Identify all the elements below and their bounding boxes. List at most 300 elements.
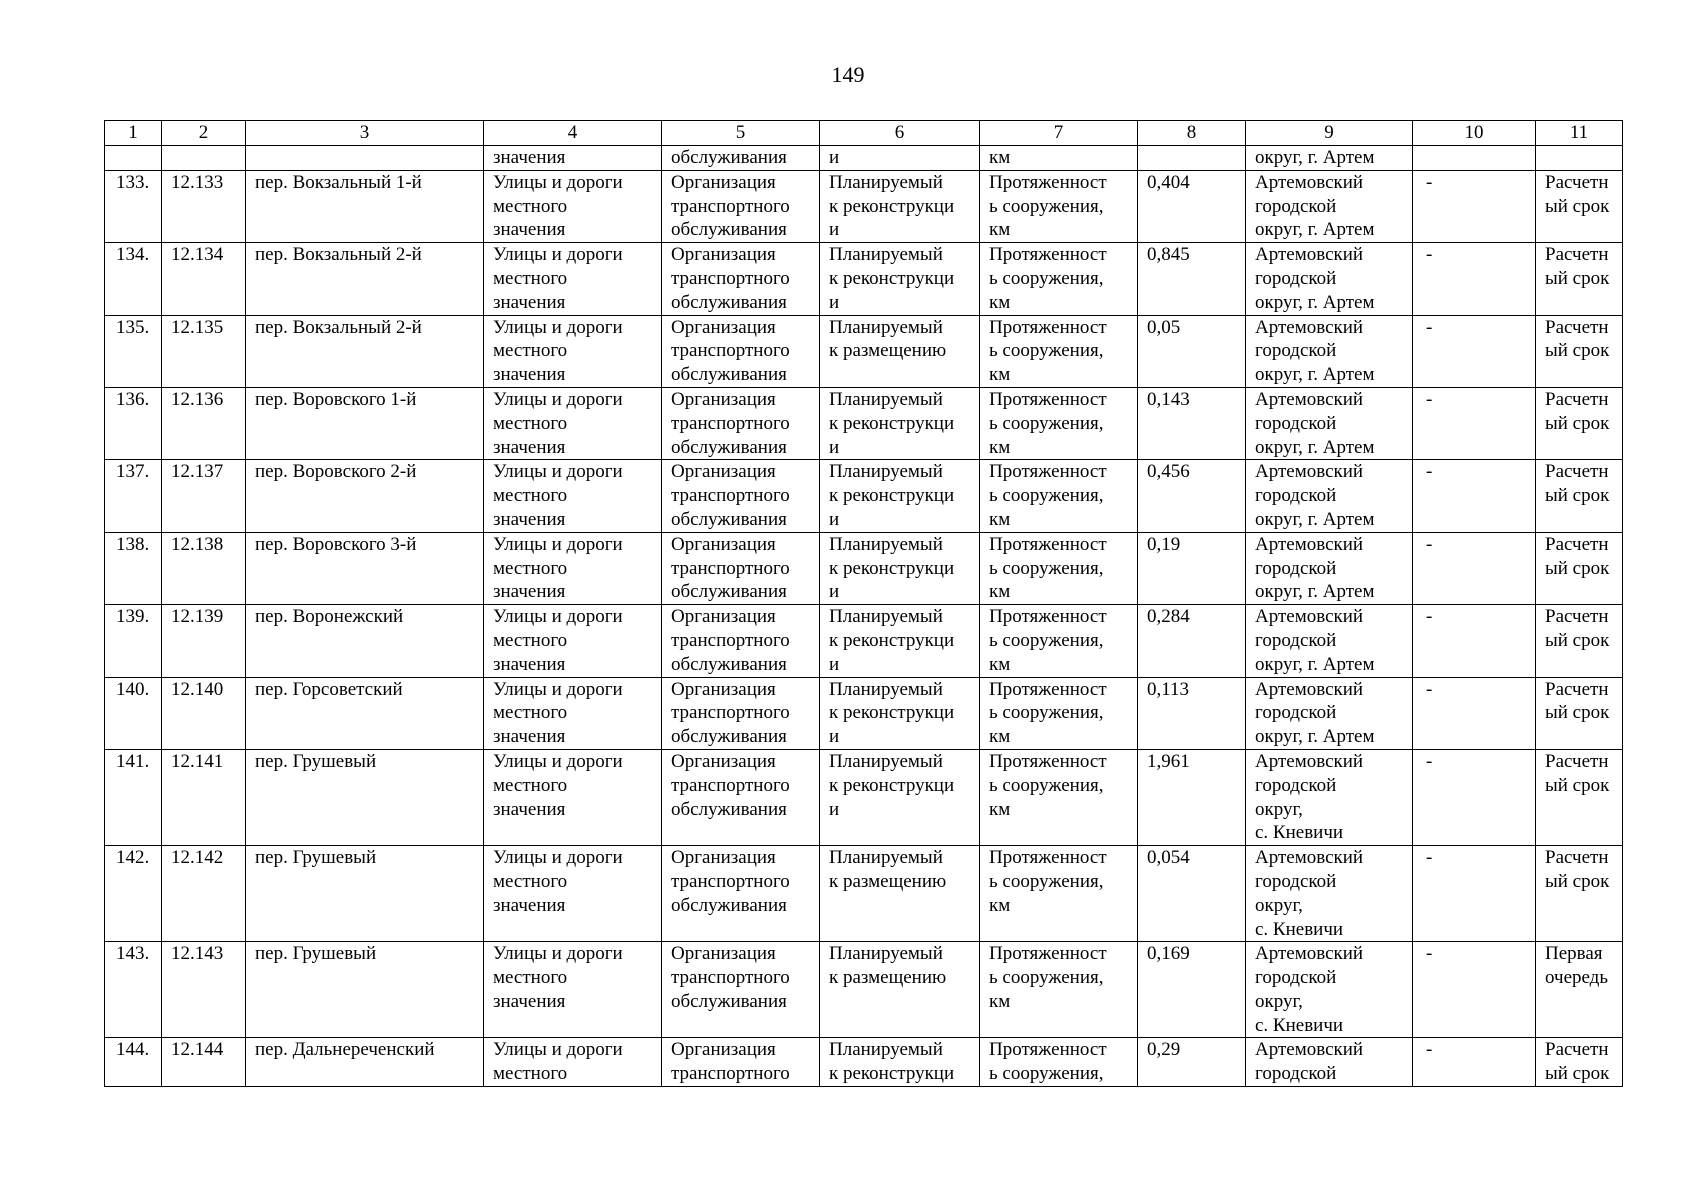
- object-status-cell-line: и: [829, 726, 840, 748]
- object-purpose-cell-line: транспортного: [671, 967, 790, 989]
- row-number-cell: 136.: [105, 387, 162, 459]
- characteristic-name-cell-line: ь сооружения,: [989, 702, 1104, 724]
- zone-cell: -: [1413, 387, 1536, 459]
- location-cell-line: округ, г. Артем: [1255, 726, 1375, 748]
- location-cell-line: Артемовский: [1255, 316, 1364, 338]
- term-cell-line: ый срок: [1545, 195, 1610, 217]
- object-type-cell: [484, 605, 662, 677]
- term-cell-line: Расчетн: [1545, 171, 1609, 193]
- object-status-cell-line: к реконструкци: [829, 557, 955, 579]
- object-type-cell: [484, 460, 662, 532]
- row-number-cell: 144.: [105, 1038, 162, 1087]
- object-purpose-cell-line: Организация: [671, 316, 776, 338]
- object-purpose-cell: [662, 387, 820, 459]
- location-cell-line: городской: [1255, 340, 1337, 362]
- object-purpose-cell-line: Организация: [671, 678, 776, 700]
- object-type-cell-line: значения: [493, 291, 566, 313]
- object-purpose-cell-line: обслуживания: [671, 798, 787, 820]
- column-number: 5: [662, 121, 820, 146]
- object-status-cell-line: и: [829, 653, 840, 675]
- object-type-cell: [484, 942, 662, 1038]
- object-type-cell-line: значения: [493, 508, 566, 530]
- term-cell: [1536, 749, 1623, 845]
- object-type-cell-line: местного: [493, 967, 568, 989]
- zone-cell: -: [1413, 460, 1536, 532]
- object-status-cell: [820, 677, 980, 749]
- characteristic-name-cell-line: км: [989, 291, 1011, 313]
- term-cell-line: Расчетн: [1545, 388, 1609, 410]
- object-purpose-cell-line: Организация: [671, 171, 776, 193]
- object-purpose-cell-line: транспортного: [671, 870, 790, 892]
- term-cell-line: Расчетн: [1545, 533, 1609, 555]
- characteristic-name-cell-line: Протяженност: [989, 461, 1107, 483]
- characteristic-value-cell: 0,456: [1138, 460, 1246, 532]
- object-status-cell-line: Планируемый: [829, 316, 943, 338]
- term-cell-line: Расчетн: [1545, 461, 1609, 483]
- object-code-cell: 12.133: [162, 170, 246, 242]
- location-cell-line: Артемовский: [1255, 678, 1364, 700]
- location-cell-line: городской: [1255, 870, 1337, 892]
- location-cell-line: Артемовский: [1255, 388, 1364, 410]
- continuation-cell: [246, 146, 484, 171]
- table-row: [105, 1038, 1623, 1087]
- object-name-cell: пер. Грушевый: [246, 749, 484, 845]
- characteristic-value-cell: 0,143: [1138, 387, 1246, 459]
- object-code-cell: 12.136: [162, 387, 246, 459]
- object-status-cell: [820, 315, 980, 387]
- characteristic-value-cell: 0,054: [1138, 846, 1246, 942]
- characteristic-name-cell-line: км: [989, 219, 1011, 241]
- object-purpose-cell: [662, 532, 820, 604]
- object-type-cell: [484, 387, 662, 459]
- object-purpose-cell-line: обслуживания: [671, 508, 787, 530]
- table-row: [105, 460, 1623, 532]
- object-code-cell: 12.140: [162, 677, 246, 749]
- object-status-cell: [820, 605, 980, 677]
- characteristic-name-cell-line: км: [989, 894, 1011, 916]
- location-cell: [1246, 846, 1413, 942]
- object-name-cell: пер. Вокзальный 1-й: [246, 170, 484, 242]
- column-number-row: [105, 121, 1623, 146]
- characteristic-name-cell-line: Протяженност: [989, 943, 1107, 965]
- object-status-cell-line: и: [829, 798, 840, 820]
- object-type-cell-line: местного: [493, 412, 568, 434]
- object-status-cell: [820, 1038, 980, 1087]
- object-type-cell: [484, 846, 662, 942]
- object-type-cell-line: значения: [493, 894, 566, 916]
- object-name-cell: пер. Воровского 1-й: [246, 387, 484, 459]
- object-status-cell-line: к размещению: [829, 340, 947, 362]
- object-status-cell: [820, 387, 980, 459]
- location-cell-line: городской: [1255, 267, 1337, 289]
- object-type-cell-line: местного: [493, 629, 568, 651]
- table-row: [105, 677, 1623, 749]
- continuation-cell: [105, 146, 162, 171]
- object-type-cell-line: Улицы и дороги: [493, 750, 623, 772]
- object-purpose-cell-line: транспортного: [671, 485, 790, 507]
- zone-cell: -: [1413, 677, 1536, 749]
- object-status-cell-line: к реконструкци: [829, 485, 955, 507]
- continuation-cell: округ, г. Артем: [1246, 146, 1413, 171]
- location-cell-line: городской: [1255, 967, 1337, 989]
- object-status-cell-line: Планируемый: [829, 244, 943, 266]
- object-name-cell: пер. Вокзальный 2-й: [246, 315, 484, 387]
- object-type-cell-line: Улицы и дороги: [493, 606, 623, 628]
- term-cell-line: ый срок: [1545, 774, 1610, 796]
- term-cell-line: очередь: [1545, 967, 1609, 989]
- zone-cell: -: [1413, 605, 1536, 677]
- location-cell-line: Артемовский: [1255, 606, 1364, 628]
- row-number-cell: 133.: [105, 170, 162, 242]
- continuation-cell: и: [820, 146, 980, 171]
- object-type-cell-line: значения: [493, 436, 566, 458]
- location-cell-line: Артемовский: [1255, 244, 1364, 266]
- object-purpose-cell-line: Организация: [671, 606, 776, 628]
- location-cell-line: городской: [1255, 485, 1337, 507]
- object-status-cell: [820, 243, 980, 315]
- object-status-cell-line: Планируемый: [829, 1039, 943, 1061]
- characteristic-name-cell: [980, 315, 1138, 387]
- object-status-cell-line: Планируемый: [829, 171, 943, 193]
- characteristic-name-cell: [980, 170, 1138, 242]
- object-name-cell: пер. Грушевый: [246, 942, 484, 1038]
- object-status-cell-line: Планируемый: [829, 678, 943, 700]
- characteristic-name-cell: [980, 605, 1138, 677]
- object-purpose-cell: [662, 846, 820, 942]
- table-row: [105, 942, 1623, 1038]
- row-number-cell: 134.: [105, 243, 162, 315]
- continuation-cell: [1138, 146, 1246, 171]
- location-cell-line: округ, г. Артем: [1255, 653, 1375, 675]
- characteristic-name-cell-line: ь сооружения,: [989, 412, 1104, 434]
- location-cell-line: Артемовский: [1255, 461, 1364, 483]
- characteristic-name-cell-line: ь сооружения,: [989, 267, 1104, 289]
- object-type-cell-line: значения: [493, 798, 566, 820]
- object-status-cell-line: к реконструкци: [829, 629, 955, 651]
- object-type-cell: [484, 1038, 662, 1087]
- characteristic-name-cell-line: Протяженност: [989, 316, 1107, 338]
- object-purpose-cell-line: транспортного: [671, 267, 790, 289]
- location-cell-line: Артемовский: [1255, 1039, 1364, 1061]
- page-number: 149: [831, 62, 865, 87]
- object-type-cell-line: Улицы и дороги: [493, 847, 623, 869]
- location-cell: [1246, 387, 1413, 459]
- characteristic-value-cell: 0,169: [1138, 942, 1246, 1038]
- object-type-cell-line: Улицы и дороги: [493, 678, 623, 700]
- characteristic-name-cell: [980, 1038, 1138, 1087]
- row-number-cell: 141.: [105, 749, 162, 845]
- object-code-cell: 12.144: [162, 1038, 246, 1087]
- characteristic-value-cell: 1,961: [1138, 749, 1246, 845]
- object-purpose-cell-line: обслуживания: [671, 364, 787, 386]
- object-name-cell: пер. Дальнереченский: [246, 1038, 484, 1087]
- object-status-cell-line: и: [829, 581, 840, 603]
- object-code-cell: 12.135: [162, 315, 246, 387]
- object-code-cell: 12.141: [162, 749, 246, 845]
- object-type-cell-line: Улицы и дороги: [493, 943, 623, 965]
- object-type-cell: [484, 315, 662, 387]
- continuation-row: [105, 146, 1623, 171]
- object-status-cell-line: к реконструкци: [829, 1063, 955, 1085]
- term-cell-line: Расчетн: [1545, 750, 1609, 772]
- column-number: 2: [162, 121, 246, 146]
- object-status-cell-line: Планируемый: [829, 461, 943, 483]
- object-status-cell: [820, 532, 980, 604]
- row-number-cell: 140.: [105, 677, 162, 749]
- term-cell: [1536, 677, 1623, 749]
- object-type-cell-line: местного: [493, 702, 568, 724]
- location-cell-line: Артемовский: [1255, 943, 1364, 965]
- object-type-cell-line: местного: [493, 1063, 568, 1085]
- continuation-cell: [1536, 146, 1623, 171]
- object-type-cell-line: значения: [493, 726, 566, 748]
- term-cell-line: ый срок: [1545, 485, 1610, 507]
- location-cell-line: городской: [1255, 1063, 1337, 1085]
- term-cell-line: ый срок: [1545, 267, 1610, 289]
- location-cell-line: Артемовский: [1255, 750, 1364, 772]
- table-row: [105, 243, 1623, 315]
- row-number-cell: 137.: [105, 460, 162, 532]
- characteristic-name-cell-line: Протяженност: [989, 1039, 1107, 1061]
- object-code-cell: 12.139: [162, 605, 246, 677]
- term-cell: [1536, 532, 1623, 604]
- object-purpose-cell-line: Организация: [671, 750, 776, 772]
- characteristic-name-cell-line: ь сооружения,: [989, 629, 1104, 651]
- characteristic-value-cell: 0,284: [1138, 605, 1246, 677]
- characteristic-value-cell: 0,845: [1138, 243, 1246, 315]
- object-purpose-cell: [662, 170, 820, 242]
- object-type-cell: [484, 243, 662, 315]
- object-purpose-cell-line: транспортного: [671, 340, 790, 362]
- term-cell-line: ый срок: [1545, 1063, 1610, 1085]
- location-cell-line: городской: [1255, 629, 1337, 651]
- table-row: [105, 605, 1623, 677]
- characteristic-name-cell-line: ь сооружения,: [989, 870, 1104, 892]
- object-purpose-cell-line: Организация: [671, 533, 776, 555]
- object-type-cell-line: Улицы и дороги: [493, 171, 623, 193]
- object-name-cell: пер. Воровского 2-й: [246, 460, 484, 532]
- location-cell-line: округ,: [1255, 894, 1303, 916]
- object-type-cell-line: местного: [493, 774, 568, 796]
- zone-cell: -: [1413, 1038, 1536, 1087]
- object-purpose-cell: [662, 1038, 820, 1087]
- object-purpose-cell-line: Организация: [671, 847, 776, 869]
- column-number: 1: [105, 121, 162, 146]
- object-purpose-cell-line: обслуживания: [671, 726, 787, 748]
- object-type-cell-line: значения: [493, 219, 566, 241]
- location-cell-line: Артемовский: [1255, 533, 1364, 555]
- object-purpose-cell: [662, 243, 820, 315]
- characteristic-name-cell: [980, 387, 1138, 459]
- object-status-cell-line: и: [829, 291, 840, 313]
- object-type-cell: [484, 170, 662, 242]
- object-purpose-cell-line: Организация: [671, 943, 776, 965]
- object-status-cell: [820, 460, 980, 532]
- term-cell-line: ый срок: [1545, 412, 1610, 434]
- characteristic-name-cell-line: ь сооружения,: [989, 774, 1104, 796]
- column-number: 7: [980, 121, 1138, 146]
- location-cell: [1246, 460, 1413, 532]
- object-status-cell-line: к реконструкци: [829, 412, 955, 434]
- object-purpose-cell-line: обслуживания: [671, 291, 787, 313]
- characteristic-name-cell-line: Протяженност: [989, 533, 1107, 555]
- object-status-cell-line: к реконструкци: [829, 774, 955, 796]
- object-purpose-cell-line: транспортного: [671, 629, 790, 651]
- object-type-cell-line: Улицы и дороги: [493, 533, 623, 555]
- location-cell: [1246, 243, 1413, 315]
- zone-cell: -: [1413, 315, 1536, 387]
- location-cell: [1246, 1038, 1413, 1087]
- object-name-cell: пер. Воронежский: [246, 605, 484, 677]
- location-cell: [1246, 749, 1413, 845]
- object-status-cell-line: Планируемый: [829, 606, 943, 628]
- characteristic-value-cell: 0,404: [1138, 170, 1246, 242]
- term-cell: [1536, 942, 1623, 1038]
- object-purpose-cell-line: обслуживания: [671, 436, 787, 458]
- object-purpose-cell-line: обслуживания: [671, 653, 787, 675]
- column-number: 9: [1246, 121, 1413, 146]
- object-name-cell: пер. Грушевый: [246, 846, 484, 942]
- object-status-cell-line: к реконструкци: [829, 702, 955, 724]
- object-purpose-cell-line: обслуживания: [671, 990, 787, 1012]
- characteristic-name-cell: [980, 460, 1138, 532]
- zone-cell: -: [1413, 749, 1536, 845]
- object-status-cell: [820, 170, 980, 242]
- object-status-cell-line: Планируемый: [829, 388, 943, 410]
- characteristic-name-cell-line: Протяженност: [989, 606, 1107, 628]
- object-status-cell-line: к размещению: [829, 967, 947, 989]
- object-type-cell-line: Улицы и дороги: [493, 244, 623, 266]
- object-type-cell-line: местного: [493, 485, 568, 507]
- characteristic-name-cell-line: км: [989, 436, 1011, 458]
- object-status-cell-line: к реконструкци: [829, 195, 955, 217]
- term-cell: [1536, 170, 1623, 242]
- characteristic-name-cell-line: ь сооружения,: [989, 557, 1104, 579]
- location-cell-line: с. Кневичи: [1255, 822, 1344, 844]
- term-cell-line: ый срок: [1545, 870, 1610, 892]
- object-type-cell-line: Улицы и дороги: [493, 388, 623, 410]
- object-type-cell-line: значения: [493, 364, 566, 386]
- term-cell-line: Расчетн: [1545, 316, 1609, 338]
- row-number-cell: 138.: [105, 532, 162, 604]
- row-number-cell: 139.: [105, 605, 162, 677]
- object-status-cell-line: Планируемый: [829, 943, 943, 965]
- characteristic-name-cell-line: ь сооружения,: [989, 485, 1104, 507]
- location-cell: [1246, 677, 1413, 749]
- object-purpose-cell-line: Организация: [671, 461, 776, 483]
- object-purpose-cell-line: транспортного: [671, 412, 790, 434]
- object-purpose-cell-line: Организация: [671, 388, 776, 410]
- characteristic-value-cell: 0,29: [1138, 1038, 1246, 1087]
- characteristic-name-cell-line: Протяженност: [989, 244, 1107, 266]
- column-number: 3: [246, 121, 484, 146]
- zone-cell: -: [1413, 170, 1536, 242]
- object-status-cell-line: Планируемый: [829, 533, 943, 555]
- continuation-cell: обслуживания: [662, 146, 820, 171]
- object-status-cell-line: и: [829, 436, 840, 458]
- characteristic-value-cell: 0,05: [1138, 315, 1246, 387]
- characteristic-name-cell-line: Протяженност: [989, 171, 1107, 193]
- object-purpose-cell-line: транспортного: [671, 557, 790, 579]
- location-cell: [1246, 532, 1413, 604]
- object-type-cell-line: местного: [493, 267, 568, 289]
- location-cell: [1246, 315, 1413, 387]
- object-type-cell: [484, 749, 662, 845]
- object-purpose-cell-line: обслуживания: [671, 219, 787, 241]
- object-status-cell: [820, 846, 980, 942]
- characteristic-name-cell-line: ь сооружения,: [989, 1063, 1104, 1085]
- object-purpose-cell-line: обслуживания: [671, 894, 787, 916]
- object-purpose-cell-line: Организация: [671, 1039, 776, 1061]
- characteristic-value-cell: 0,113: [1138, 677, 1246, 749]
- object-status-cell-line: Планируемый: [829, 750, 943, 772]
- characteristic-name-cell-line: км: [989, 798, 1011, 820]
- object-type-cell-line: Улицы и дороги: [493, 316, 623, 338]
- object-status-cell-line: к размещению: [829, 870, 947, 892]
- location-cell-line: округ, г. Артем: [1255, 508, 1375, 530]
- object-type-cell-line: местного: [493, 340, 568, 362]
- table-row: [105, 846, 1623, 942]
- location-cell-line: округ, г. Артем: [1255, 581, 1375, 603]
- table-row: [105, 387, 1623, 459]
- object-purpose-cell-line: транспортного: [671, 774, 790, 796]
- object-purpose-cell-line: транспортного: [671, 195, 790, 217]
- characteristic-name-cell-line: Протяженност: [989, 847, 1107, 869]
- term-cell: [1536, 315, 1623, 387]
- characteristic-name-cell-line: ь сооружения,: [989, 195, 1104, 217]
- table-body: [105, 121, 1623, 1087]
- zone-cell: -: [1413, 532, 1536, 604]
- object-purpose-cell: [662, 605, 820, 677]
- term-cell-line: Первая: [1545, 943, 1603, 965]
- location-cell-line: округ, г. Артем: [1255, 436, 1375, 458]
- object-purpose-cell: [662, 460, 820, 532]
- table-row: [105, 532, 1623, 604]
- location-cell-line: Артемовский: [1255, 847, 1364, 869]
- location-cell-line: городской: [1255, 774, 1337, 796]
- column-number: 6: [820, 121, 980, 146]
- object-purpose-cell: [662, 677, 820, 749]
- continuation-cell: [162, 146, 246, 171]
- column-number: 11: [1536, 121, 1623, 146]
- zone-cell: -: [1413, 942, 1536, 1038]
- characteristic-name-cell-line: Протяженност: [989, 678, 1107, 700]
- object-status-cell-line: и: [829, 508, 840, 530]
- object-name-cell: пер. Воровского 3-й: [246, 532, 484, 604]
- object-purpose-cell-line: обслуживания: [671, 581, 787, 603]
- objects-table: [104, 120, 1623, 1087]
- characteristic-name-cell-line: км: [989, 653, 1011, 675]
- characteristic-name-cell-line: ь сооружения,: [989, 340, 1104, 362]
- object-type-cell-line: местного: [493, 870, 568, 892]
- zone-cell: -: [1413, 846, 1536, 942]
- term-cell: [1536, 846, 1623, 942]
- object-type-cell-line: значения: [493, 581, 566, 603]
- term-cell-line: ый срок: [1545, 340, 1610, 362]
- object-purpose-cell-line: транспортного: [671, 1063, 790, 1085]
- object-status-cell: [820, 942, 980, 1038]
- object-type-cell: [484, 532, 662, 604]
- object-status-cell-line: и: [829, 219, 840, 241]
- object-purpose-cell: [662, 749, 820, 845]
- term-cell: [1536, 460, 1623, 532]
- object-name-cell: пер. Вокзальный 2-й: [246, 243, 484, 315]
- characteristic-name-cell-line: Протяженност: [989, 750, 1107, 772]
- object-type-cell-line: Улицы и дороги: [493, 1039, 623, 1061]
- location-cell-line: городской: [1255, 702, 1337, 724]
- continuation-cell: значения: [484, 146, 662, 171]
- continuation-cell: [1413, 146, 1536, 171]
